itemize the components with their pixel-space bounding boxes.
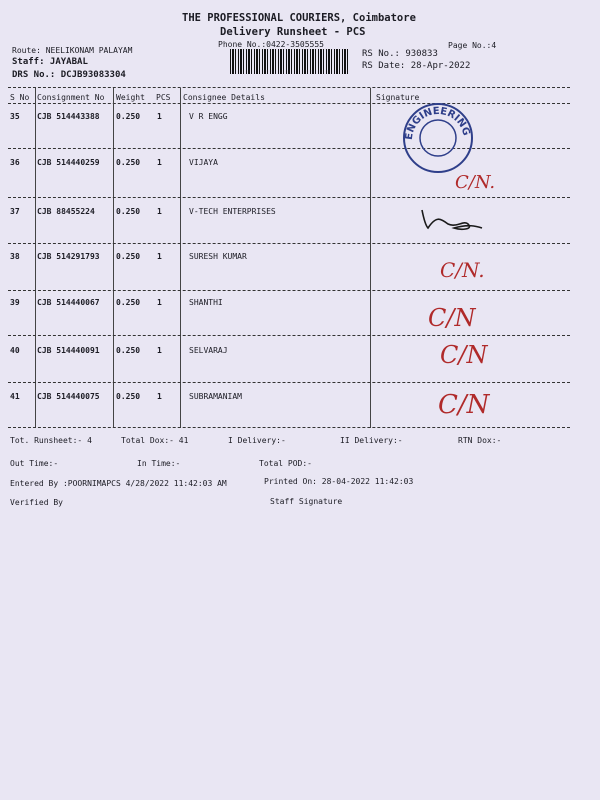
row-consignee: SHANTHI [189, 298, 223, 307]
rs-date: RS Date: 28-Apr-2022 [362, 61, 471, 71]
signature-cn: C/N [440, 341, 488, 369]
drs-number: DRS No.: DCJB93083304 [12, 70, 126, 80]
tot-runsheet: Tot. Runsheet:- 4 [10, 436, 92, 445]
row-sno: 37 [10, 207, 20, 216]
rs-number: RS No.: 930833 [362, 49, 438, 59]
column-header-weight: Weight [116, 93, 145, 102]
staff: Staff: JAYABAL [12, 57, 88, 67]
column-header-sno: S No [10, 93, 30, 102]
total-pod: Total POD:- [259, 459, 312, 468]
row-weight: 0.250 [116, 207, 141, 216]
in-time: In Time:- [137, 459, 181, 468]
signature-cn: C/N. [455, 172, 496, 193]
row-pcs: 1 [157, 298, 162, 307]
signature-cn: C/N. [440, 258, 485, 282]
row-divider [8, 335, 570, 336]
entered-by: Entered By :POORNIMAPCS 4/28/2022 11:42:03 AM [10, 479, 227, 488]
printed-on: Printed On: 28-04-2022 11:42:03 [264, 477, 414, 486]
column-divider [370, 88, 371, 428]
column-header-signature: Signature [376, 93, 420, 102]
row-consignment: CJB 514440091 [37, 346, 100, 355]
column-divider [180, 88, 181, 428]
total-dox: Total Dox:- 41 [121, 436, 189, 445]
row-consignment: CJB 514440075 [37, 392, 100, 401]
company-stamp-icon [398, 98, 478, 178]
row-consignee: V-TECH ENTERPRISES [189, 207, 276, 216]
row-consignee: VIJAYA [189, 158, 218, 167]
phone-number: Phone No.:0422-3505555 [218, 40, 324, 49]
page-number: Page No.:4 [448, 41, 497, 50]
row-consignment: CJB 514440259 [37, 158, 100, 167]
row-divider [8, 148, 570, 149]
row-pcs: 1 [157, 207, 162, 216]
column-divider [35, 88, 36, 428]
row-consignee: SURESH KUMAR [189, 252, 247, 261]
row-divider [8, 243, 570, 244]
row-pcs: 1 [157, 392, 162, 401]
table-header-rule [8, 103, 570, 104]
row-weight: 0.250 [116, 158, 141, 167]
table-bottom-rule [8, 427, 570, 428]
svg-text:ENGINEERING [404, 106, 472, 141]
row-sno: 41 [10, 392, 20, 401]
row-weight: 0.250 [116, 252, 141, 261]
row-divider [8, 290, 570, 291]
row-sno: 39 [10, 298, 20, 307]
column-divider [113, 88, 114, 428]
row-divider [8, 382, 570, 383]
row-divider [8, 197, 570, 198]
ii-delivery: II Delivery:- [340, 436, 403, 445]
route: Route: NEELIKONAM PALAYAM [12, 46, 133, 55]
row-sno: 38 [10, 252, 20, 261]
row-weight: 0.250 [116, 298, 141, 307]
stamp-text: ENGINEERING [403, 105, 472, 141]
signature-cn: C/N [438, 390, 490, 420]
out-time: Out Time:- [10, 459, 59, 468]
row-pcs: 1 [157, 158, 162, 167]
row-pcs: 1 [157, 252, 162, 261]
row-sno: 35 [10, 112, 20, 121]
company-name: THE PROFESSIONAL COURIERS, Coimbatore [182, 12, 416, 24]
row-consignee: V R ENGG [189, 112, 228, 121]
row-pcs: 1 [157, 346, 162, 355]
row-consignee: SELVARAJ [189, 346, 228, 355]
row-weight: 0.250 [116, 346, 141, 355]
barcode [230, 49, 350, 74]
column-header-consignment: Consignment No [37, 93, 105, 102]
row-consignment: CJB 514291793 [37, 252, 100, 261]
row-consignment: CJB 88455224 [37, 207, 95, 216]
row-weight: 0.250 [116, 112, 141, 121]
document-title: Delivery Runsheet - PCS [220, 26, 366, 38]
row-consignment: CJB 514443388 [37, 112, 100, 121]
handwritten-signature-icon [418, 206, 488, 234]
row-sno: 36 [10, 158, 20, 167]
verified-by: Verified By [10, 498, 63, 507]
row-pcs: 1 [157, 112, 162, 121]
row-consignment: CJB 514440067 [37, 298, 100, 307]
i-delivery: I Delivery:- [228, 436, 286, 445]
column-header-consignee: Consignee Details [183, 93, 265, 102]
row-consignee: SUBRAMANIAM [189, 392, 242, 401]
row-sno: 40 [10, 346, 20, 355]
table-top-rule [8, 87, 570, 88]
row-weight: 0.250 [116, 392, 141, 401]
staff-signature: Staff Signature [270, 497, 343, 506]
column-header-pcs: PCS [156, 93, 171, 102]
rtn-dox: RTN Dox:- [458, 436, 502, 445]
signature-cn: C/N [428, 304, 476, 332]
